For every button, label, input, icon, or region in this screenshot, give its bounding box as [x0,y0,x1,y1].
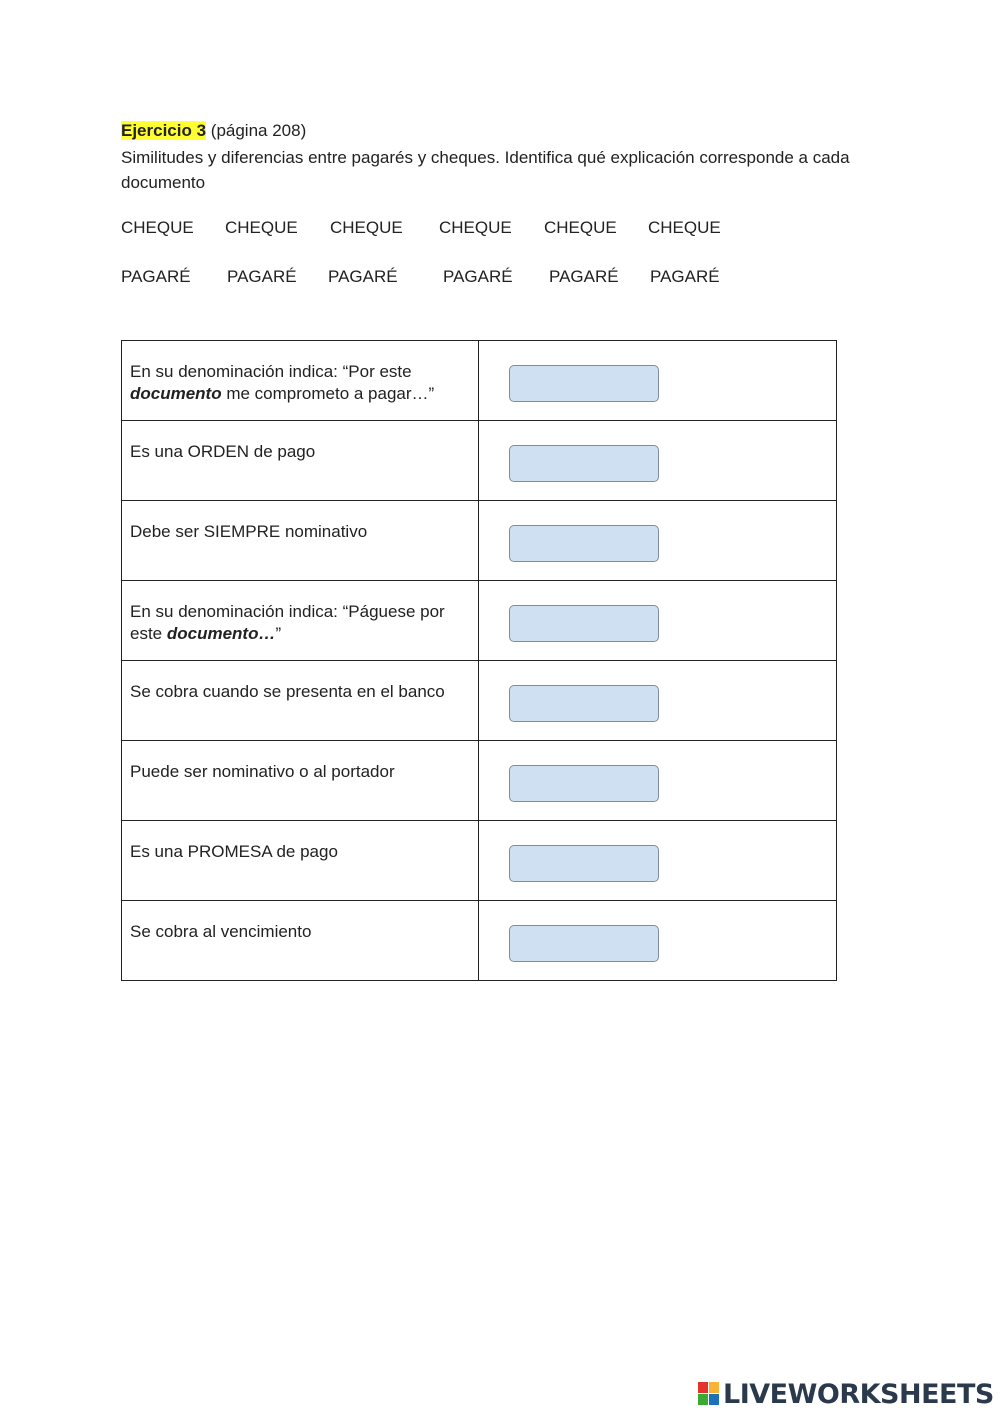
drop-zone[interactable] [509,925,659,962]
table-row [122,821,837,901]
statement: Puede ser nominativo o al portador [122,741,479,821]
word-bank-pagares [121,267,821,289]
draggable-word-cheque[interactable]: CHEQUE [330,218,403,237]
word-bank-cheques [121,218,821,240]
logo-text: LIVEWORKSHEETS [723,1378,994,1410]
statement: En su denominación indica: “Por este documento me comprometo a pagar…” [122,341,479,421]
statement: Debe ser SIEMPRE nominativo [122,501,479,581]
drop-zone[interactable] [509,765,659,802]
draggable-word-pagare[interactable]: PAGARÉ [549,267,619,286]
drop-zone[interactable] [509,845,659,882]
table-row [122,581,837,661]
statement: Se cobra cuando se presenta en el banco [122,661,479,741]
draggable-word-pagare[interactable]: PAGARÉ [227,267,297,286]
drop-zone[interactable] [509,365,659,402]
table-row [122,741,837,821]
matching-table [121,340,837,981]
table-row [122,421,837,501]
drop-zone[interactable] [509,605,659,642]
table-row [122,661,837,741]
draggable-word-pagare[interactable]: PAGARÉ [328,267,398,286]
drop-zone[interactable] [509,685,659,722]
draggable-word-cheque[interactable]: CHEQUE [439,218,512,237]
liveworksheets-logo [698,1378,994,1410]
draggable-word-pagare[interactable]: PAGARÉ [121,267,191,286]
exercise-number: Ejercicio 3 [121,121,207,140]
draggable-word-pagare[interactable]: PAGARÉ [650,267,720,286]
statement: Se cobra al vencimiento [122,901,479,981]
draggable-word-cheque[interactable]: CHEQUE [544,218,617,237]
drop-zone[interactable] [509,525,659,562]
instructions: Similitudes y diferencias entre pagarés y cheques. Identifica qué explicación corresponde a cada documento [121,148,850,192]
draggable-word-cheque[interactable]: CHEQUE [225,218,298,237]
drop-zone[interactable] [509,445,659,482]
draggable-word-pagare[interactable]: PAGARÉ [443,267,513,286]
statement: Es una PROMESA de pago [122,821,479,901]
statement: En su denominación indica: “Páguese por este documento…” [122,581,479,661]
draggable-word-cheque[interactable]: CHEQUE [648,218,721,237]
page-reference: (página 208) [206,121,307,140]
draggable-word-cheque[interactable]: CHEQUE [121,218,194,237]
table-row [122,341,837,421]
table-row [122,901,837,981]
exercise-title [121,120,306,142]
liveworksheets-logo-icon [698,1382,720,1406]
table-row [122,501,837,581]
statement: Es una ORDEN de pago [122,421,479,501]
